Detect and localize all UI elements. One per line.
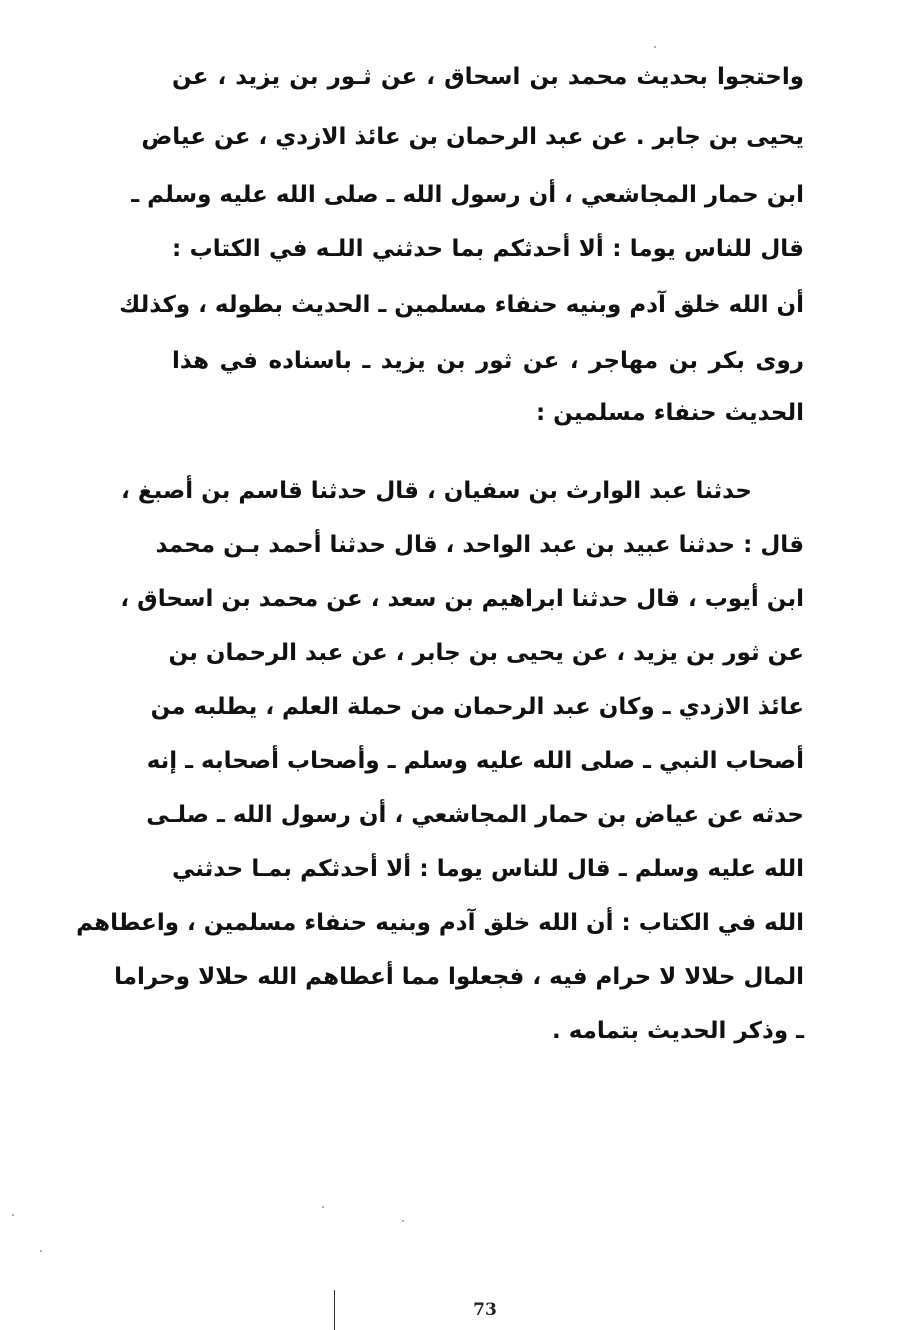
scan-speck xyxy=(322,1206,324,1208)
text-line: ـ وذكر الحديث بتمامه . xyxy=(551,1018,804,1044)
text-line: عن ثور بن يزيد ، عن يحيى بن جابر ، عن عبد الرحمان بن xyxy=(168,640,804,666)
text-line: المال حلالا لا حرام فيه ، فجعلوا مما أعطاهم الله حلالا وحراما xyxy=(114,964,804,990)
text-line: واحتجوا بحديث محمد بن اسحاق ، عن ثـور بن يزيد ، عن xyxy=(172,64,804,90)
text-line: الحديث حنفاء مسلمين : xyxy=(535,400,804,426)
scan-speck xyxy=(12,1214,14,1216)
text-line: قال للناس يوما : ألا أحدثكم بما حدثني اللـه في الكتاب : xyxy=(172,236,804,262)
text-line: يحيى بن جابر . عن عبد الرحمان بن عائذ الازدي ، عن عياض xyxy=(141,124,804,150)
text-line-indented: حدثنا عبد الوارث بن سفيان ، قال حدثنا قاسم بن أصبغ ، xyxy=(121,478,752,504)
text-line: ابن حمار المجاشعي ، أن رسول الله ـ صلى الله عليه وسلم ـ xyxy=(131,182,804,208)
text-line: أن الله خلق آدم وبنيه حنفاء مسلمين ـ الحديث بطوله ، وكذلك xyxy=(119,292,804,318)
scan-speck xyxy=(40,1250,42,1252)
text-line: أصحاب النبي ـ صلى الله عليه وسلم ـ وأصحاب أصحابه ـ إنه xyxy=(146,748,804,774)
page-number: 73 xyxy=(473,1300,497,1320)
text-line: ابن أيوب ، قال حدثنا ابراهيم بن سعد ، عن محمد بن اسحاق ، xyxy=(120,586,804,612)
text-line: الله في الكتاب : أن الله خلق آدم وبنيه حنفاء مسلمين ، واعطاهم xyxy=(76,910,804,936)
text-line: عائذ الازدي ـ وكان عبد الرحمان من حملة العلم ، يطلبه من xyxy=(150,694,804,720)
text-line: روى بكر بن مهاجر ، عن ثور بن يزيد ـ باسناده في هذا xyxy=(172,348,804,374)
margin-rule xyxy=(334,1290,335,1330)
scan-speck xyxy=(402,1220,404,1222)
text-line: الله عليه وسلم ـ قال للناس يوما : ألا أحدثكم بمـا حدثني xyxy=(172,856,804,882)
scan-speck xyxy=(654,46,656,48)
text-line: قال : حدثنا عبيد بن عبد الواحد ، قال حدثنا أحمد بـن محمد xyxy=(155,532,804,558)
text-line: حدثه عن عياض بن حمار المجاشعي ، أن رسول الله ـ صلـى xyxy=(146,802,804,828)
